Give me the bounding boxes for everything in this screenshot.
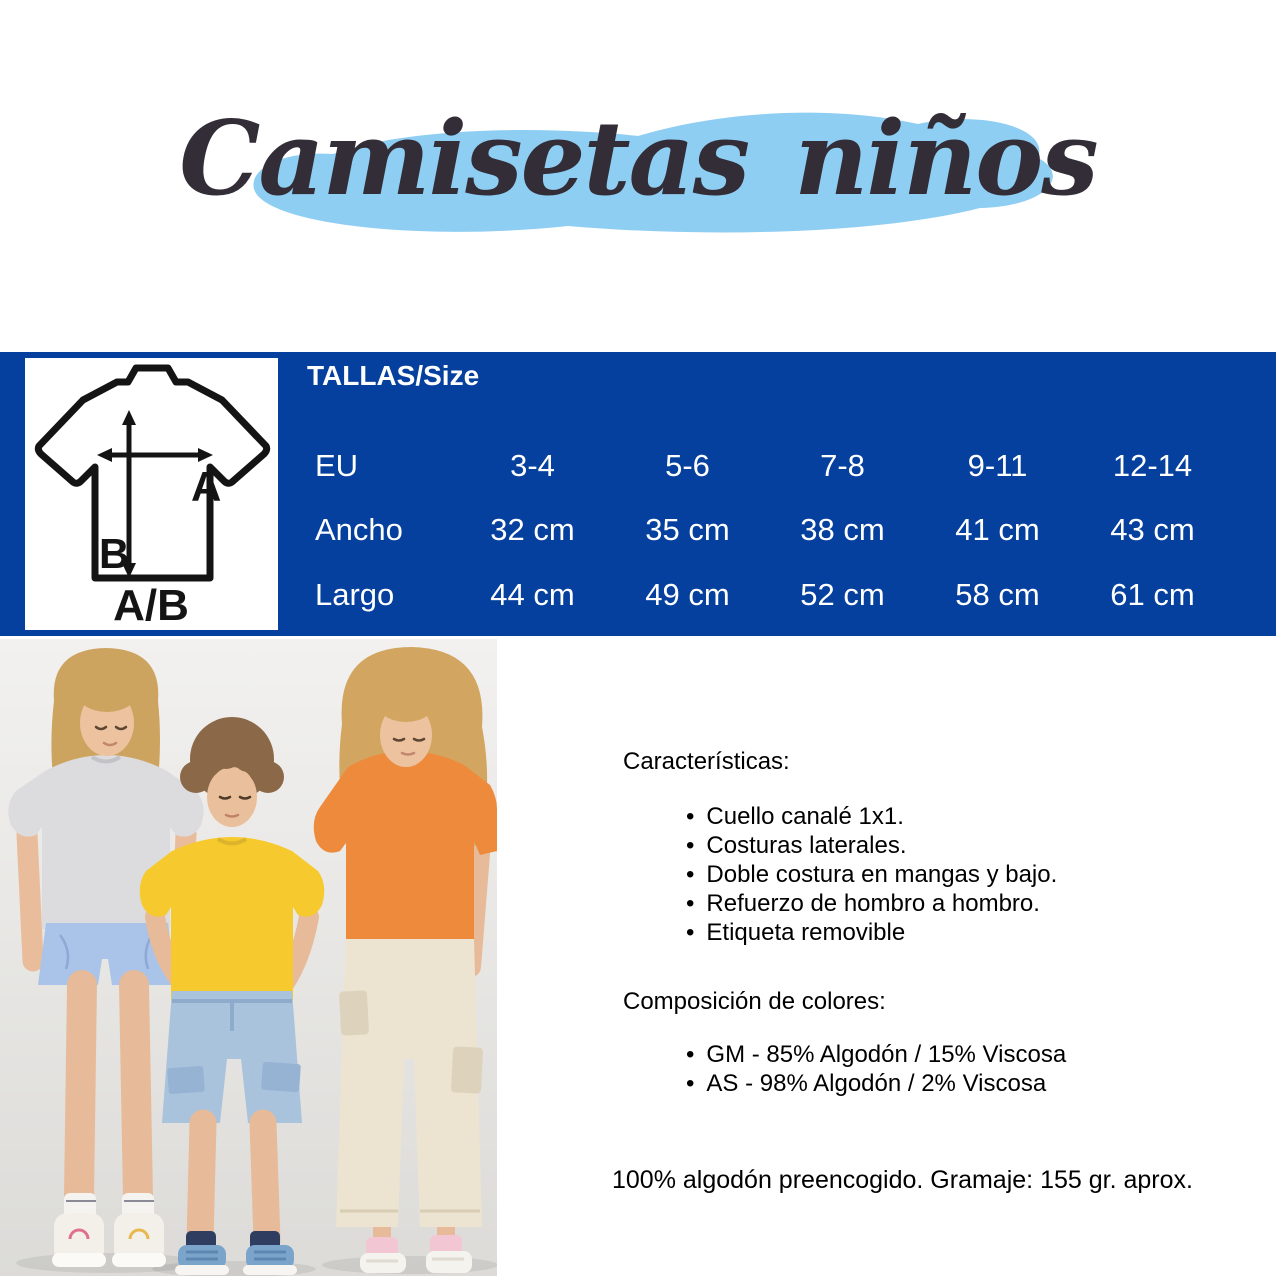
size-cell: 41 cm [955,512,1040,547]
size-cell: 12-14 [1112,448,1193,483]
row-label: EU [315,448,359,483]
row-label: Ancho [315,512,403,547]
characteristics-list [686,802,1057,947]
title-word-1: Camisetas [179,99,749,219]
composition-title: Composición de colores: [623,988,886,1015]
size-cell: 49 cm [645,577,730,612]
characteristic-item: • Refuerzo de hombro a hombro. [686,889,1057,918]
size-cell: 52 cm [800,577,885,612]
size-cell: 5-6 [665,448,710,483]
size-cell: 9-11 [967,448,1028,483]
diagram-ratio-label: A/B [113,581,189,630]
size-cell: 7-8 [820,448,865,483]
characteristic-item: • Cuello canalé 1x1. [686,802,1057,831]
size-row-eu [308,448,1230,484]
size-cell: 3-4 [510,448,555,483]
fabric-footer-note: 100% algodón preencogido. Gramaje: 155 gr. aprox. [612,1166,1193,1194]
diagram-height-label: B [99,530,130,577]
characteristic-item: • Doble costura en mangas y bajo. [686,860,1057,889]
composition-list [686,1040,1066,1098]
diagram-width-label: A [191,463,222,510]
page-title-area [0,84,1276,254]
children-photo [0,639,497,1276]
size-cell: 35 cm [645,512,730,547]
tshirt-diagram-icon [25,358,278,630]
title-word-2: niños [794,99,1097,219]
size-row-ancho [308,512,1230,548]
characteristic-item: • Etiqueta removible [686,918,1057,947]
size-cell: 32 cm [490,512,575,547]
size-cell: 43 cm [1110,512,1195,547]
characteristics-title: Características: [623,748,790,775]
row-label: Largo [315,577,395,612]
size-cell: 58 cm [955,577,1040,612]
page-title [0,84,1276,234]
composition-item: • GM - 85% Algodón / 15% Viscosa [686,1040,1066,1069]
size-table-header: TALLAS/Size [307,360,480,391]
characteristic-item: • Costuras laterales. [686,831,1057,860]
size-cell: 61 cm [1110,577,1195,612]
size-cell: 38 cm [800,512,885,547]
size-row-largo [308,577,1230,613]
composition-item: • AS - 98% Algodón / 2% Viscosa [686,1069,1066,1098]
size-table [0,352,1276,636]
size-cell: 44 cm [490,577,575,612]
tshirt-measure-diagram [25,358,278,630]
